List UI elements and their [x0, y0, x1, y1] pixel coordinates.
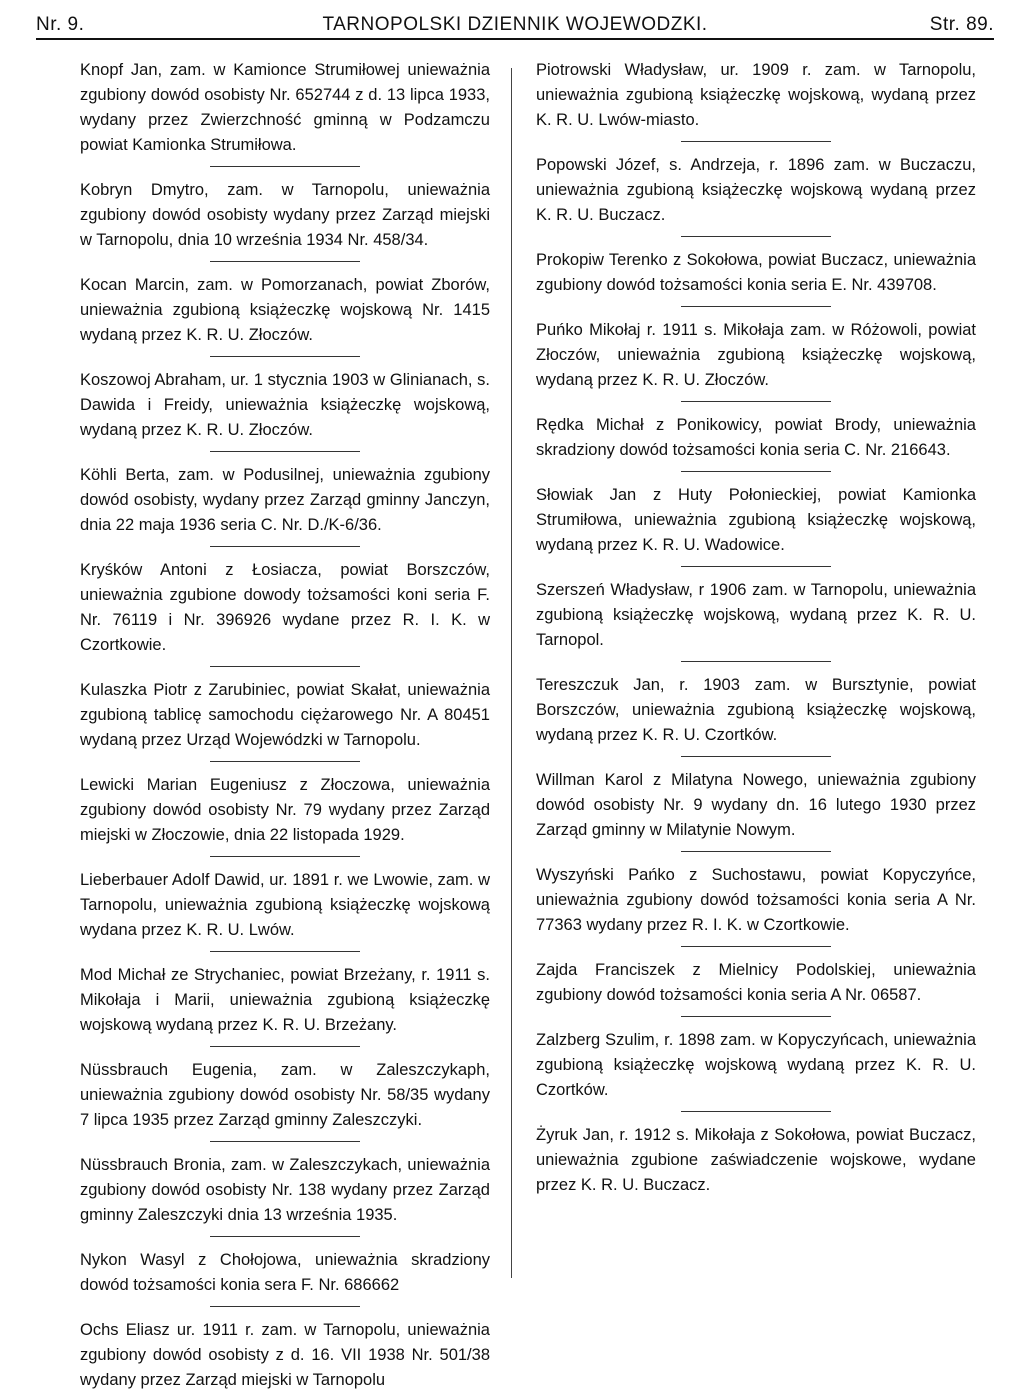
- notice-entry: Nykon Wasyl z Chołojowa, unieważnia skradziony dowód tożsamości konia sera F. Nr. 686662: [80, 1251, 490, 1294]
- notice-entry: Willman Karol z Milatyna Nowego, unieważnia zgubiony dowód osobisty Nr. 9 wydany dn. 16 lutego 1930 przez Zarząd gminny w Milatynie Nowym.: [536, 771, 976, 839]
- notice-entry: Mod Michał ze Strychaniec, powiat Brzeżany, r. 1911 s. Mikołaja i Marii, unieważnia zgubioną książeczkę wojskową wydaną przez K. R. U. Brzeżany.: [80, 966, 490, 1034]
- notice-entry: Puńko Mikołaj r. 1911 s. Mikołaja zam. w Różowoli, powiat Złoczów, unieważnia zgubioną książeczkę wojskową, wydaną przez K. R. U. Złoczów.: [536, 321, 976, 389]
- notice-entry: Żyruk Jan, r. 1912 s. Mikołaja z Sokołowa, powiat Buczacz, unieważnia zgubione zaświadczenie wojskowe, wydane przez K. R. U. Buczacz.: [536, 1126, 976, 1194]
- notice-entry: Ochs Eliasz ur. 1911 r. zam. w Tarnopolu, unieważnia zgubiony dowód osobisty z d. 16. VII 1938 Nr. 501/38 wydany przez Zarząd miejski w Tarnopolu: [80, 1321, 490, 1389]
- notice-separator: [210, 356, 360, 357]
- notice-entry: Kocan Marcin, zam. w Pomorzanach, powiat Zborów, unieważnia zgubioną książeczkę wojskową Nr. 1415 wydaną przez K. R. U. Złoczów.: [80, 276, 490, 344]
- notice-entry: Słowiak Jan z Huty Połonieckiej, powiat Kamionka Strumiłowa, unieważnia zgubioną książeczkę wojskową, wydaną przez K. R. U. Wadowice.: [536, 486, 976, 554]
- notice-separator: [681, 401, 831, 402]
- notice-separator: [210, 951, 360, 952]
- left-column: [80, 58, 490, 1393]
- notice-entry: Tereszczuk Jan, r. 1903 zam. w Bursztynie, powiat Borszczów, unieważnia zgubioną książeczkę wojskową, wydaną przez K. R. U. Czortków.: [536, 676, 976, 744]
- notice-separator: [681, 141, 831, 142]
- notice-separator: [210, 856, 360, 857]
- notice-entry: Köhli Berta, zam. w Podusilnej, unieważnia zgubiony dowód osobisty, wydany przez Zarząd gminny Janczyn, dnia 22 maja 1936 seria C. Nr. D./K-6/36.: [80, 466, 490, 534]
- notice-entry: Knopf Jan, zam. w Kamionce Strumiłowej unieważnia zgubiony dowód osobisty Nr. 652744 z d. 13 lipca 1933, wydany przez Zwierzchność gminną w Podzamczu powiat Kamionka Strumiłowa.: [80, 61, 490, 154]
- notice-entry: Kulaszka Piotr z Zarubiniec, powiat Skałat, unieważnia zgubioną tablicę samochodu ciężarowego Nr. A 80451 wydaną przez Urząd Wojewódzki w Tarnopolu.: [80, 681, 490, 749]
- notice-separator: [210, 1236, 360, 1237]
- right-column: [536, 58, 976, 1198]
- notice-entry: Popowski Józef, s. Andrzeja, r. 1896 zam. w Buczaczu, unieważnia zgubioną książeczkę wojskową wydaną przez K. R. U. Buczacz.: [536, 156, 976, 224]
- notice-separator: [210, 1046, 360, 1047]
- notice-separator: [210, 166, 360, 167]
- notice-separator: [681, 756, 831, 757]
- notice-separator: [681, 471, 831, 472]
- notice-entry: Piotrowski Władysław, ur. 1909 r. zam. w Tarnopolu, unieważnia zgubioną książeczkę wojskową, wydaną przez K. R. U. Lwów-miasto.: [536, 61, 976, 129]
- notice-separator: [681, 946, 831, 947]
- notice-separator: [210, 761, 360, 762]
- notice-entry: Wyszyński Pańko z Suchostawu, powiat Kopyczyńce, unieważnia zgubiony dowód tożsamości konia seria A Nr. 77363 wydany przez R. I. K. w Czortkowie.: [536, 866, 976, 934]
- column-divider: [511, 68, 512, 1278]
- notice-entry: Zajda Franciszek z Mielnicy Podolskiej, unieważnia zgubiony dowód tożsamości konia seria A Nr. 06587.: [536, 961, 976, 1004]
- notice-separator: [681, 566, 831, 567]
- publication-title: TARNOPOLSKI DZIENNIK WOJEWODZKI.: [322, 14, 708, 35]
- notice-entry: Zalzberg Szulim, r. 1898 zam. w Kopyczyńcach, unieważnia zgubioną książeczkę wojskową wydaną przez K. R. U. Czortków.: [536, 1031, 976, 1099]
- notice-entry: Lewicki Marian Eugeniusz z Złoczowa, unieważnia zgubiony dowód osobisty Nr. 79 wydany przez Zarząd miejski w Złoczowie, dnia 22 listopada 1929.: [80, 776, 490, 844]
- notice-separator: [210, 666, 360, 667]
- notice-separator: [210, 451, 360, 452]
- notice-entry: Rędka Michał z Ponikowicy, powiat Brody, unieważnia skradziony dowód tożsamości konia seria C. Nr. 216643.: [536, 416, 976, 459]
- notice-separator: [681, 1016, 831, 1017]
- notice-separator: [210, 1141, 360, 1142]
- issue-number: Nr. 9.: [36, 14, 85, 35]
- notice-entry: Szerszeń Władysław, r 1906 zam. w Tarnopolu, unieważnia zgubioną książeczkę wojskową, wydaną przez K. R. U. Tarnopol.: [536, 581, 976, 649]
- notice-separator: [681, 1111, 831, 1112]
- notice-entry: Lieberbauer Adolf Dawid, ur. 1891 r. we Lwowie, zam. w Tarnopolu, unieważnia zgubioną książeczkę wojskową wydana przez K. R. U. Lwów.: [80, 871, 490, 939]
- notice-entry: Nüssbrauch Bronia, zam. w Zaleszczykach, unieważnia zgubiony dowód osobisty Nr. 138 wydany przez Zarząd gminny Zaleszczyki dnia 13 września 1935.: [80, 1156, 490, 1224]
- page-header: [36, 8, 994, 40]
- notice-separator: [210, 1306, 360, 1307]
- notice-entry: Prokopiw Terenko z Sokołowa, powiat Buczacz, unieważnia zgubiony dowód tożsamości konia seria E. Nr. 439708.: [536, 251, 976, 294]
- notice-entry: Kryśków Antoni z Łosiacza, powiat Borszczów, unieważnia zgubione dowody tożsamości koni seria F. Nr. 76119 i Nr. 396926 wydane przez R. I. K. w Czortkowie.: [80, 561, 490, 654]
- page-number: Str. 89.: [929, 14, 994, 35]
- notice-separator: [681, 661, 831, 662]
- notice-separator: [210, 261, 360, 262]
- notice-separator: [681, 306, 831, 307]
- notice-separator: [210, 546, 360, 547]
- notice-separator: [681, 236, 831, 237]
- notice-entry: Kobryn Dmytro, zam. w Tarnopolu, unieważnia zgubiony dowód osobisty wydany przez Zarząd miejski w Tarnopolu, dnia 10 września 1934 Nr. 458/34.: [80, 181, 490, 249]
- notice-entry: Koszowoj Abraham, ur. 1 stycznia 1903 w Glinianach, s. Dawida i Freidy, unieważnia książeczkę wojskową, wydaną przez K. R. U. Złoczów.: [80, 371, 490, 439]
- notice-separator: [681, 851, 831, 852]
- notice-entry: Nüssbrauch Eugenia, zam. w Zaleszczykaph, unieważnia zgubiony dowód osobisty Nr. 58/35 wydany 7 lipca 1935 przez Zarząd gminny Zaleszczyki.: [80, 1061, 490, 1129]
